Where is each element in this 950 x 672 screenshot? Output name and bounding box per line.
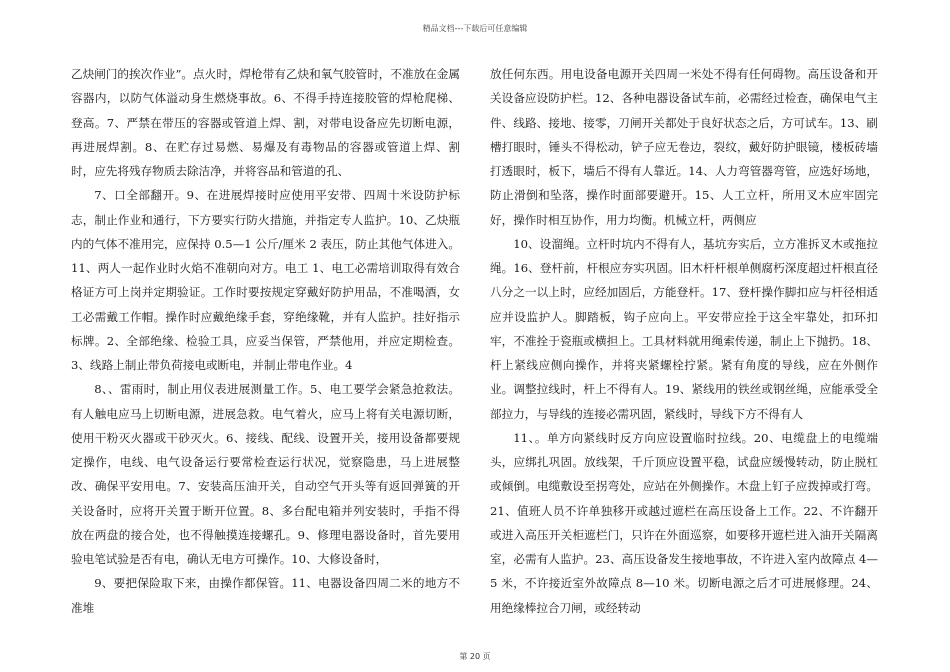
paragraph: 放任何东西。用电设备电源开关四周一米处不得有任何碍物。高压设备和开关设备应设防护栏。12、各种电器设备试车前，必需经过检查，确保电气主件、线路、接地、接零，刀闸开关都处于良好状态之后，方可试车。13、刷槽打眼时，锤头不得松动，铲子应无卷边，裂纹，戴好防护眼镜，楼板砖墙打透眼时，板下，墙后不得有人靠近。14、人力弯管器弯管，应选好场地，防止滑倒和坠落，操作时面部要避开。15、人工立杆，所用叉木应牢固完好，操作时相互协作，用力均衡。机械立杆，两侧应 [490, 67, 878, 227]
paragraph: 乙炔闸门的挨次作业”。点火时，焊枪带有乙炔和氧气胶管时，不准放在金属容器内，以防气体溢动身生燃烧事故。6、不得手持连接胶管的焊枪爬梯、登高。7、严禁在带压的容器或管道上焊、割，对带电设备应先切断电源，再进展焊割。8、在贮存过易燃、易爆及有毒物品的容器或管道上焊、割时，应先将残存物质去除洁净，并将容品和管道的孔、 [71, 67, 460, 178]
left-column [71, 62, 460, 620]
paragraph: 9、要把保险取下来，由操作都保管。11、电器设备四周二米的地方不准堆 [71, 576, 460, 615]
paragraph: 11、。单方向紧线时反方向应设置临时拉线。20、电缆盘上的电缆端头，应绑扎巩固。放线架，千斤顶应设置平稳，试盘应缓慢转动，防止脱杠或倾倒。电缆敷设至拐弯处，应站在外侧操作。木盘上钉子应拨掉或打弯。21、值班人员不许单独移开或越过遮栏在高压设备上工作。22、不许翻开或进入高压开关柜遮栏门，只许在外面巡察，如要移开遮栏进入油开关隔离室，必需有人监护。23、高压设备发生接地事故，不许进入室内故障点 4—5 米，不许接近室外故障点 8—10 米。切断电源之后才可进展修理。24、用绝缘棒拉合刀闸，或经转动 [490, 430, 878, 615]
page-number: 第 20 页 [459, 652, 491, 661]
paragraph: 10、设溜绳。立杆时坑内不得有人，基坑夯实后，立方准拆叉木或拖拉绳。16、登杆前，杆根应夯实巩固。旧木杆杆根单侧腐朽深度超过杆根直径八分之一以上时，应经加固后，方能登杆。17、登杆操作脚扣应与杆径相适应并设监护人。脚踏板，钩子应向上。平安带应拴于这全牢靠处，扣环扣牢，不准拴于瓷瓶或横担上。工具材料就用绳索传递，制止上下抛扔。18、杆上紧线应侧向操作，并将夹紧螺栓拧紧。紧有角度的导线，应在外侧作业。调整拉线时，杆上不得有人。19、紧线用的铁丝或钢丝绳，应能承受全部拉力，与导线的连接必需巩固，紧线时，导线下方不得有人 [490, 236, 878, 421]
paragraph: 7、口全部翻开。9、在进展焊接时应使用平安带、四周十米设防护标志，制止作业和通行，下方要实行防火措施，并指定专人监护。10、乙炔瓶内的气体不准用完，应保持 0.5—1 公斤/厘米 2 表压，防止其他气体进入。11、两人一起作业时火焰不准朝向对方。电工 1、电工必需培训取得有效合格证方可上岗并定期验证。工作时要按规定穿戴好防护用品，不准喝酒，女工必需戴工作帽。操作时应戴绝缘手套，穿绝缘靴，并有人监护。挂好指示标牌。2、全部绝缘、检验工具，应妥当保管，严禁他用，并应定期检查。3、线路上制止带负荷接电或断电，并制止带电作业。4 [71, 188, 460, 372]
right-column [490, 62, 878, 620]
page-header: 精品文档---下载后可任意编辑 [422, 24, 528, 33]
paragraph: 8、、雷雨时，制止用仪表进展测量工作。5、电工要学会紧急抢救法。有人触电应马上切断电源，进展急救。电气着火，应马上将有关电源切断，使用干粉灭火器或干砂灭火。6、接线、配线、设置开关，接用设备都要规定操作，电线、电气设备运行要常检查运行状况，觉察隐患，马上进展整改、确保平安用电。7、安装高压油开关，自动空气开头等有返回弹簧的开关设备时，应将开关置于断开位置。8、多台配电箱并列安装时，手指不得放在两盘的接合处，也不得触摸连接螺孔。9、修理电器设备时，首先要用验电笔试验是否有电，确认无电方可操作。10、大修设备时， [71, 382, 460, 566]
